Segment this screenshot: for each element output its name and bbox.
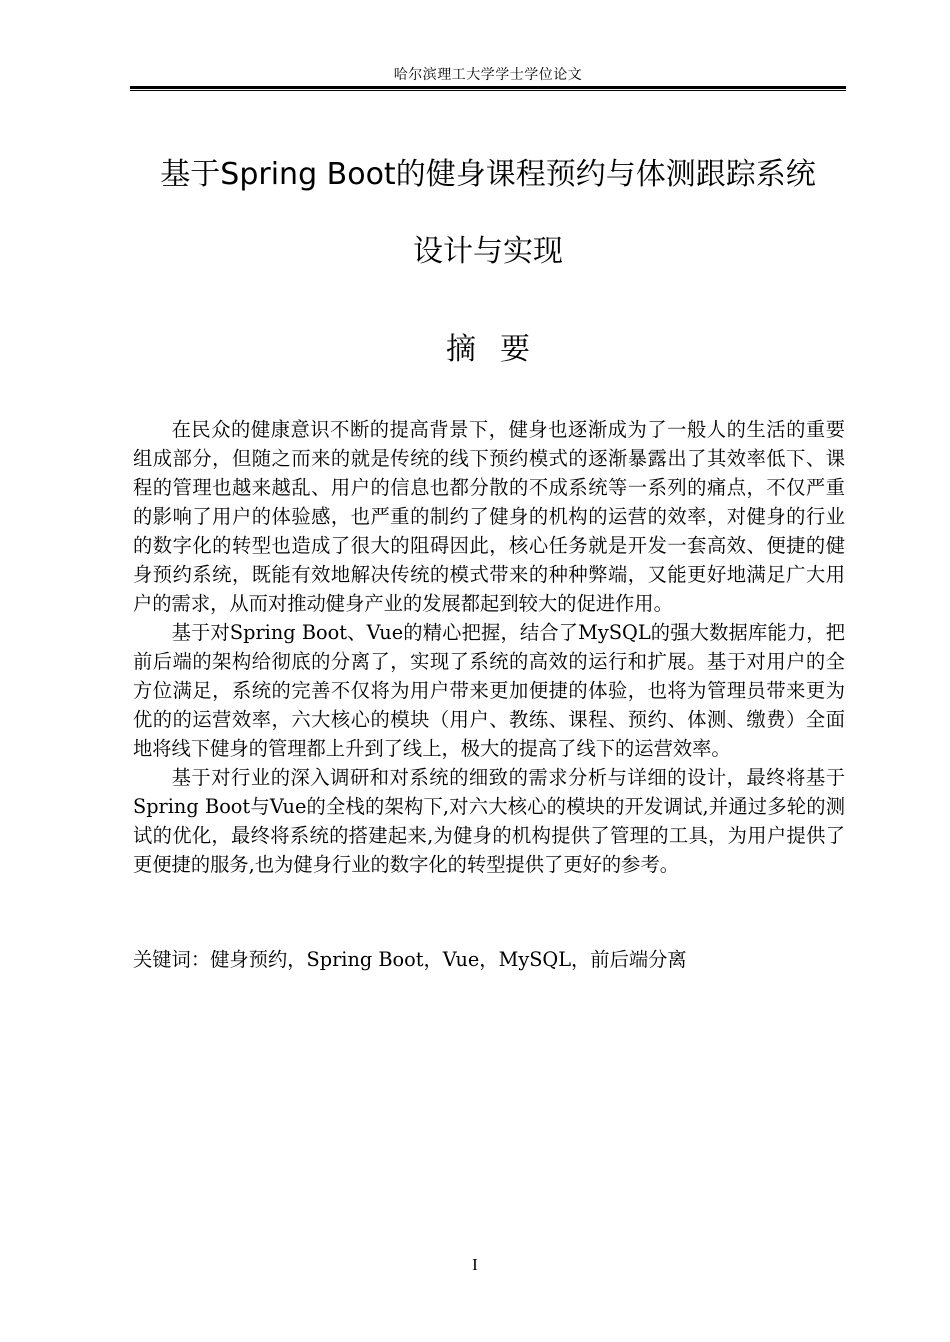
header-rule [130, 86, 846, 91]
keywords-label: 关键词： [133, 948, 211, 971]
page-number: I [472, 1255, 478, 1274]
keywords-list: 健身预约，Spring Boot，Vue，MySQL，前后端分离 [210, 948, 687, 971]
keywords-line [133, 945, 845, 974]
thesis-title-line-1: 基于Spring Boot的健身课程预约与体测跟踪系统 [160, 157, 816, 192]
thesis-title-line-2: 设计与实现 [413, 234, 563, 269]
abstract-paragraph-2: 基于对Spring Boot、Vue的精心把握，结合了MySQL的强大数据库能力，把前后端的架构给彻底的分离了，实现了系统的高效的运行和扩展。基于对用户的全方位满足，系统的完善不仅将为用户带来更加便捷的体验，也将为管理员带来更为优的的运营效率，六大核心的模块（用户、教练、课程、预约、体测、缴费）全面地将线下健身的管理都上升到了线上，极大的提高了线下的运营效率。 [133, 621, 845, 760]
abstract-paragraph-3: 基于对行业的深入调研和对系统的细致的需求分析与详细的设计，最终将基于Spring Boot与Vue的全栈的架构下,对六大核心的模块的开发调试,并通过多轮的测试的优化，最终将系统的搭建起来,为健身的机构提供了管理的工具，为用户提供了更便捷的服务,也为健身行业的数字化的转型提供了更好的参考。 [133, 766, 845, 876]
abstract-heading: 摘要 [446, 332, 554, 367]
abstract-body [133, 415, 845, 879]
running-header: 哈尔滨理工大学学士学位论文 [393, 67, 583, 83]
abstract-paragraph-1: 在民众的健康意识不断的提高背景下，健身也逐渐成为了一般人的生活的重要组成部分，但随之而来的就是传统的线下预约模式的逐渐暴露出了其效率低下、课程的管理也越来越乱、用户的信息也都分散的不成系统等一系列的痛点，不仅严重的影响了用户的体验感，也严重的制约了健身的机构的运营的效率，对健身的行业的数字化的转型也造成了很大的阻碍因此，核心任务就是开发一套高效、便捷的健身预约系统，既能有效地解决传统的模式带来的种种弊端，又能更好地满足广大用户的需求，从而对推动健身产业的发展都起到较大的促进作用。 [133, 418, 845, 615]
